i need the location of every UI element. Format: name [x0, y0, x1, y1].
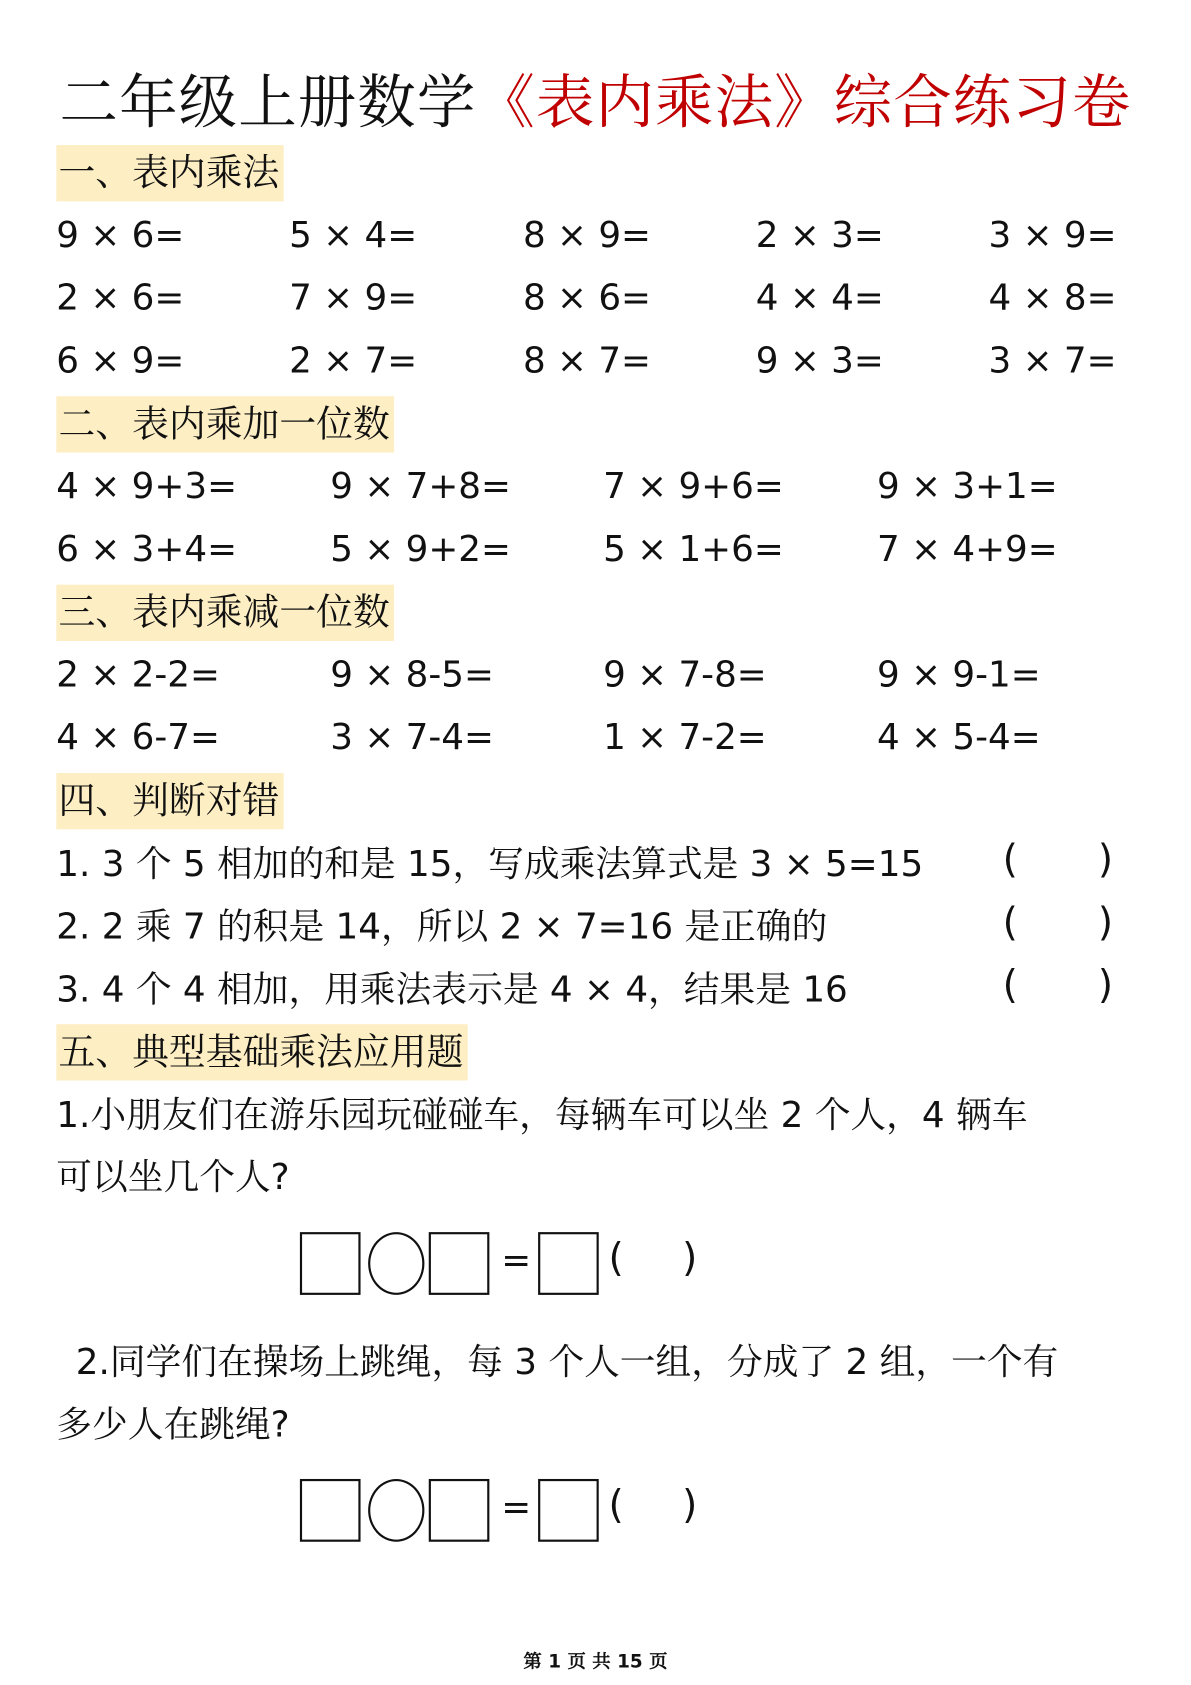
question-1-line-2: 可以坐几个人?: [56, 1155, 290, 1198]
equation: 2 × 2-2=: [56, 652, 220, 696]
equation: 9 × 9-1=: [876, 652, 1041, 696]
judgement-statement: 1. 3 个 5 相加的和是 15，写成乘法算式是 3 × 5=15: [56, 842, 924, 885]
answer-paren-close[interactable]: ): [1097, 963, 1114, 1008]
number-box[interactable]: [429, 1479, 490, 1542]
equation: 2 × 6=: [56, 276, 185, 319]
equals-sign: =: [501, 1238, 532, 1281]
section-2-heading: 二、表内乘加一位数: [56, 396, 394, 452]
equation: 4 × 4=: [755, 276, 884, 319]
operator-circle[interactable]: [368, 1232, 424, 1295]
answer-paren-close[interactable]: ): [1097, 838, 1114, 883]
equation: 7 × 9=: [289, 276, 418, 319]
page-title: [60, 56, 1132, 139]
equation: 4 × 5-4=: [876, 715, 1041, 758]
equation: 9 × 3+1=: [876, 464, 1058, 507]
equation: 5 × 9+2=: [330, 527, 511, 570]
number-box[interactable]: [300, 1232, 361, 1295]
judgement-statement: 3. 4 个 4 相加，用乘法表示是 4 × 4，结果是 16: [56, 967, 848, 1011]
question-1-line-1: 1.小朋友们在游乐园玩碰碰车，每辆车可以坐 2 个人，4 辆车: [56, 1093, 1028, 1136]
equation: 5 × 4=: [289, 213, 418, 256]
equation: 7 × 9+6=: [603, 464, 784, 507]
equation: 1 × 7-2=: [603, 715, 767, 758]
answer-paren-open[interactable]: (: [1002, 900, 1018, 946]
section-3-heading: 三、表内乘减一位数: [56, 585, 394, 641]
equation: 8 × 6=: [522, 276, 652, 319]
equation: 4 × 9+3=: [56, 464, 238, 507]
unit-paren-close[interactable]: ): [682, 1483, 698, 1528]
title-part: 二年级上册数学: [59, 68, 477, 137]
equation: 8 × 9=: [522, 213, 652, 256]
equals-sign: =: [501, 1485, 532, 1528]
equation: 3 × 7-4=: [330, 715, 494, 758]
title-part-red: 综合练习卷: [833, 68, 1132, 137]
equation: 2 × 3=: [755, 213, 884, 256]
equation: 3 × 9=: [988, 213, 1117, 256]
question-2-line-1: 2.同学们在操场上跳绳，每 3 个人一组，分成了 2 组，一个有: [75, 1340, 1059, 1383]
title-highlight: 《表内乘法》: [476, 68, 834, 137]
equation: 4 × 6-7=: [56, 715, 220, 758]
section-5-heading: 五、典型基础乘法应用题: [56, 1024, 467, 1080]
equation: 2 × 7=: [289, 338, 418, 382]
unit-paren-open[interactable]: (: [608, 1483, 624, 1528]
equation: 8 × 7=: [522, 338, 652, 382]
equation: 6 × 9=: [56, 338, 185, 382]
number-box[interactable]: [429, 1232, 490, 1295]
unit-paren-open[interactable]: (: [608, 1236, 624, 1281]
equation: 9 × 3=: [755, 338, 884, 382]
unit-paren-close[interactable]: ): [682, 1236, 698, 1281]
section-1-heading: 一、表内乘法: [56, 145, 283, 201]
equation: 9 × 7+8=: [330, 464, 511, 507]
equation: 9 × 7-8=: [603, 652, 767, 696]
result-box[interactable]: [538, 1232, 599, 1295]
operator-circle[interactable]: [368, 1479, 424, 1542]
equation: 9 × 6=: [56, 213, 185, 256]
answer-paren-close[interactable]: ): [1097, 900, 1114, 946]
section-4-heading: 四、判断对错: [56, 773, 283, 829]
equation: 4 × 8=: [988, 276, 1117, 319]
question-2-line-2: 多少人在跳绳?: [56, 1403, 290, 1446]
equation: 7 × 4+9=: [876, 527, 1058, 570]
answer-paren-open[interactable]: (: [1002, 838, 1018, 883]
judgement-statement: 2. 2 乘 7 的积是 14，所以 2 × 7=16 是正确的: [56, 905, 828, 948]
equation: 6 × 3+4=: [56, 527, 238, 570]
number-box[interactable]: [300, 1479, 361, 1542]
page-footer: 第 1 页 共 15 页: [523, 1651, 668, 1673]
result-box[interactable]: [538, 1479, 599, 1542]
equation: 3 × 7=: [988, 338, 1117, 382]
equation: 9 × 8-5=: [330, 652, 494, 696]
equation: 5 × 1+6=: [603, 527, 784, 570]
answer-paren-open[interactable]: (: [1002, 963, 1018, 1008]
